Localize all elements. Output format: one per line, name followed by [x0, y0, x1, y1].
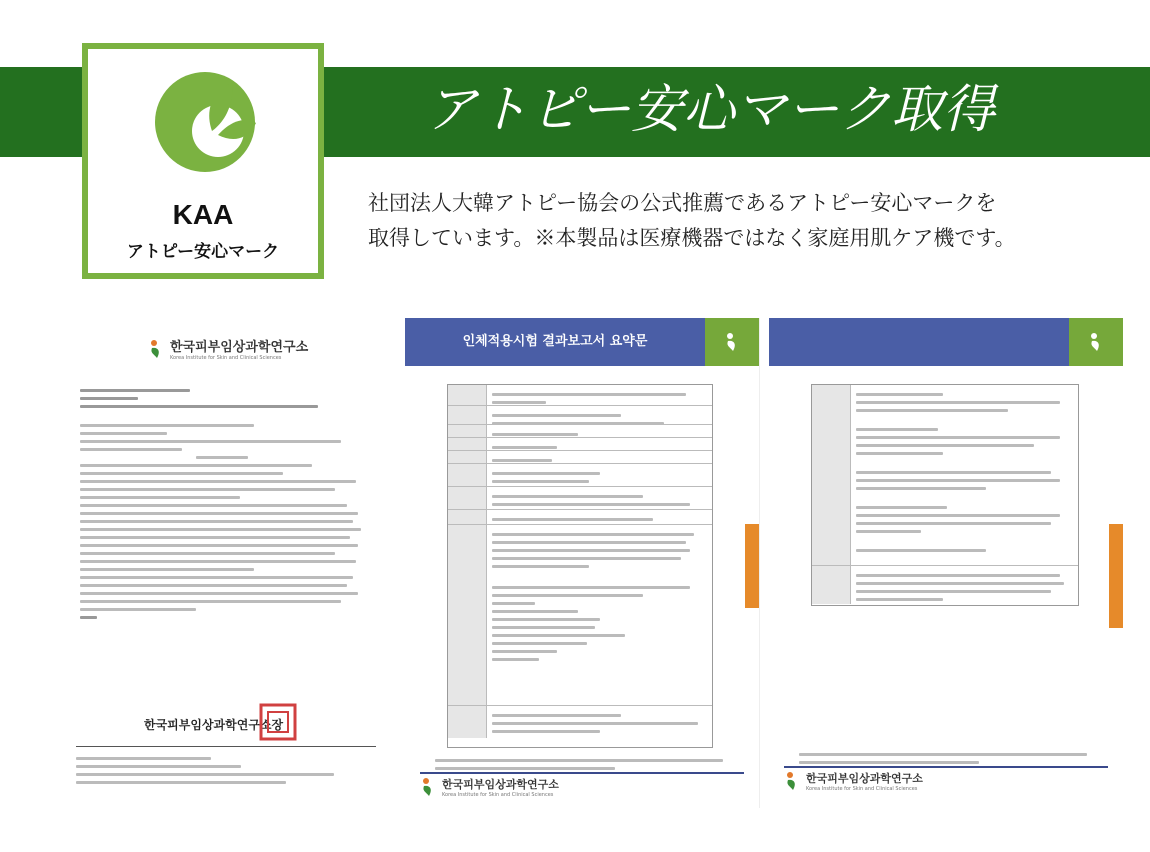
- summary-header-title: 인체적용시험 결과보고서 요약문: [462, 334, 648, 349]
- institute-english-name: Korea Institute for Skin and Clinical Sciences: [170, 355, 282, 361]
- institute-logo-white-icon: [1089, 331, 1103, 353]
- summary-page2-logo-tab: [1069, 318, 1123, 366]
- summary-header-bar: [405, 318, 705, 366]
- summary-bottom-rule: [420, 772, 744, 774]
- certificate-document: [70, 318, 390, 808]
- description-line-2: 取得しています。※本製品は医療機器ではなく家庭用肌ケア機です。: [368, 226, 1016, 250]
- footer-institute-name: 한국피부임상과학연구소: [806, 772, 923, 785]
- summary-table: [447, 384, 713, 748]
- badge-logo-text: KAA: [172, 199, 234, 230]
- institute-logo-white-icon: [725, 331, 739, 353]
- red-seal-stamp-icon: [258, 702, 298, 742]
- institute-logo-icon: [420, 776, 436, 798]
- summary-institute-footer: [420, 776, 559, 798]
- description: [368, 186, 1143, 256]
- page-title: アトピー安心マーク取得: [425, 80, 995, 140]
- kaa-leaf-logo-icon: [152, 69, 258, 175]
- kaa-badge: [82, 43, 324, 279]
- orange-side-tab: [745, 524, 759, 608]
- summary-page2-table: [811, 384, 1079, 606]
- badge-subtitle: アトピー安心マーク: [126, 242, 280, 262]
- test-report-summary-page-2: [769, 318, 1123, 808]
- institute-logo-icon: [784, 770, 800, 792]
- footer-institute-english-name: Korea Institute for Skin and Clinical Sciences: [442, 792, 554, 798]
- summary-page2-institute-footer: [784, 770, 923, 792]
- summary-header-logo-tab: [705, 318, 759, 366]
- description-line-1: 社団法人大韓アトピー協会の公式推薦であるアトピー安心マークを: [368, 191, 997, 215]
- certificate-signature: 한국피부임상과학연구소장: [144, 718, 284, 732]
- footer-institute-english-name: Korea Institute for Skin and Clinical Sciences: [806, 786, 918, 792]
- footer-institute-name: 한국피부임상과학연구소: [442, 778, 559, 791]
- summary-page2-bottom-rule: [784, 766, 1108, 768]
- test-report-summary-page-1: [405, 318, 760, 808]
- certificate-institute-header: [148, 336, 308, 361]
- certificate-footer: [76, 752, 376, 789]
- institute-name: 한국피부임상과학연구소: [170, 340, 309, 355]
- certificate-body: [80, 384, 370, 624]
- institute-logo-icon: [148, 338, 164, 360]
- summary-page2-header-bar: [769, 318, 1069, 366]
- orange-side-tab: [1109, 524, 1123, 628]
